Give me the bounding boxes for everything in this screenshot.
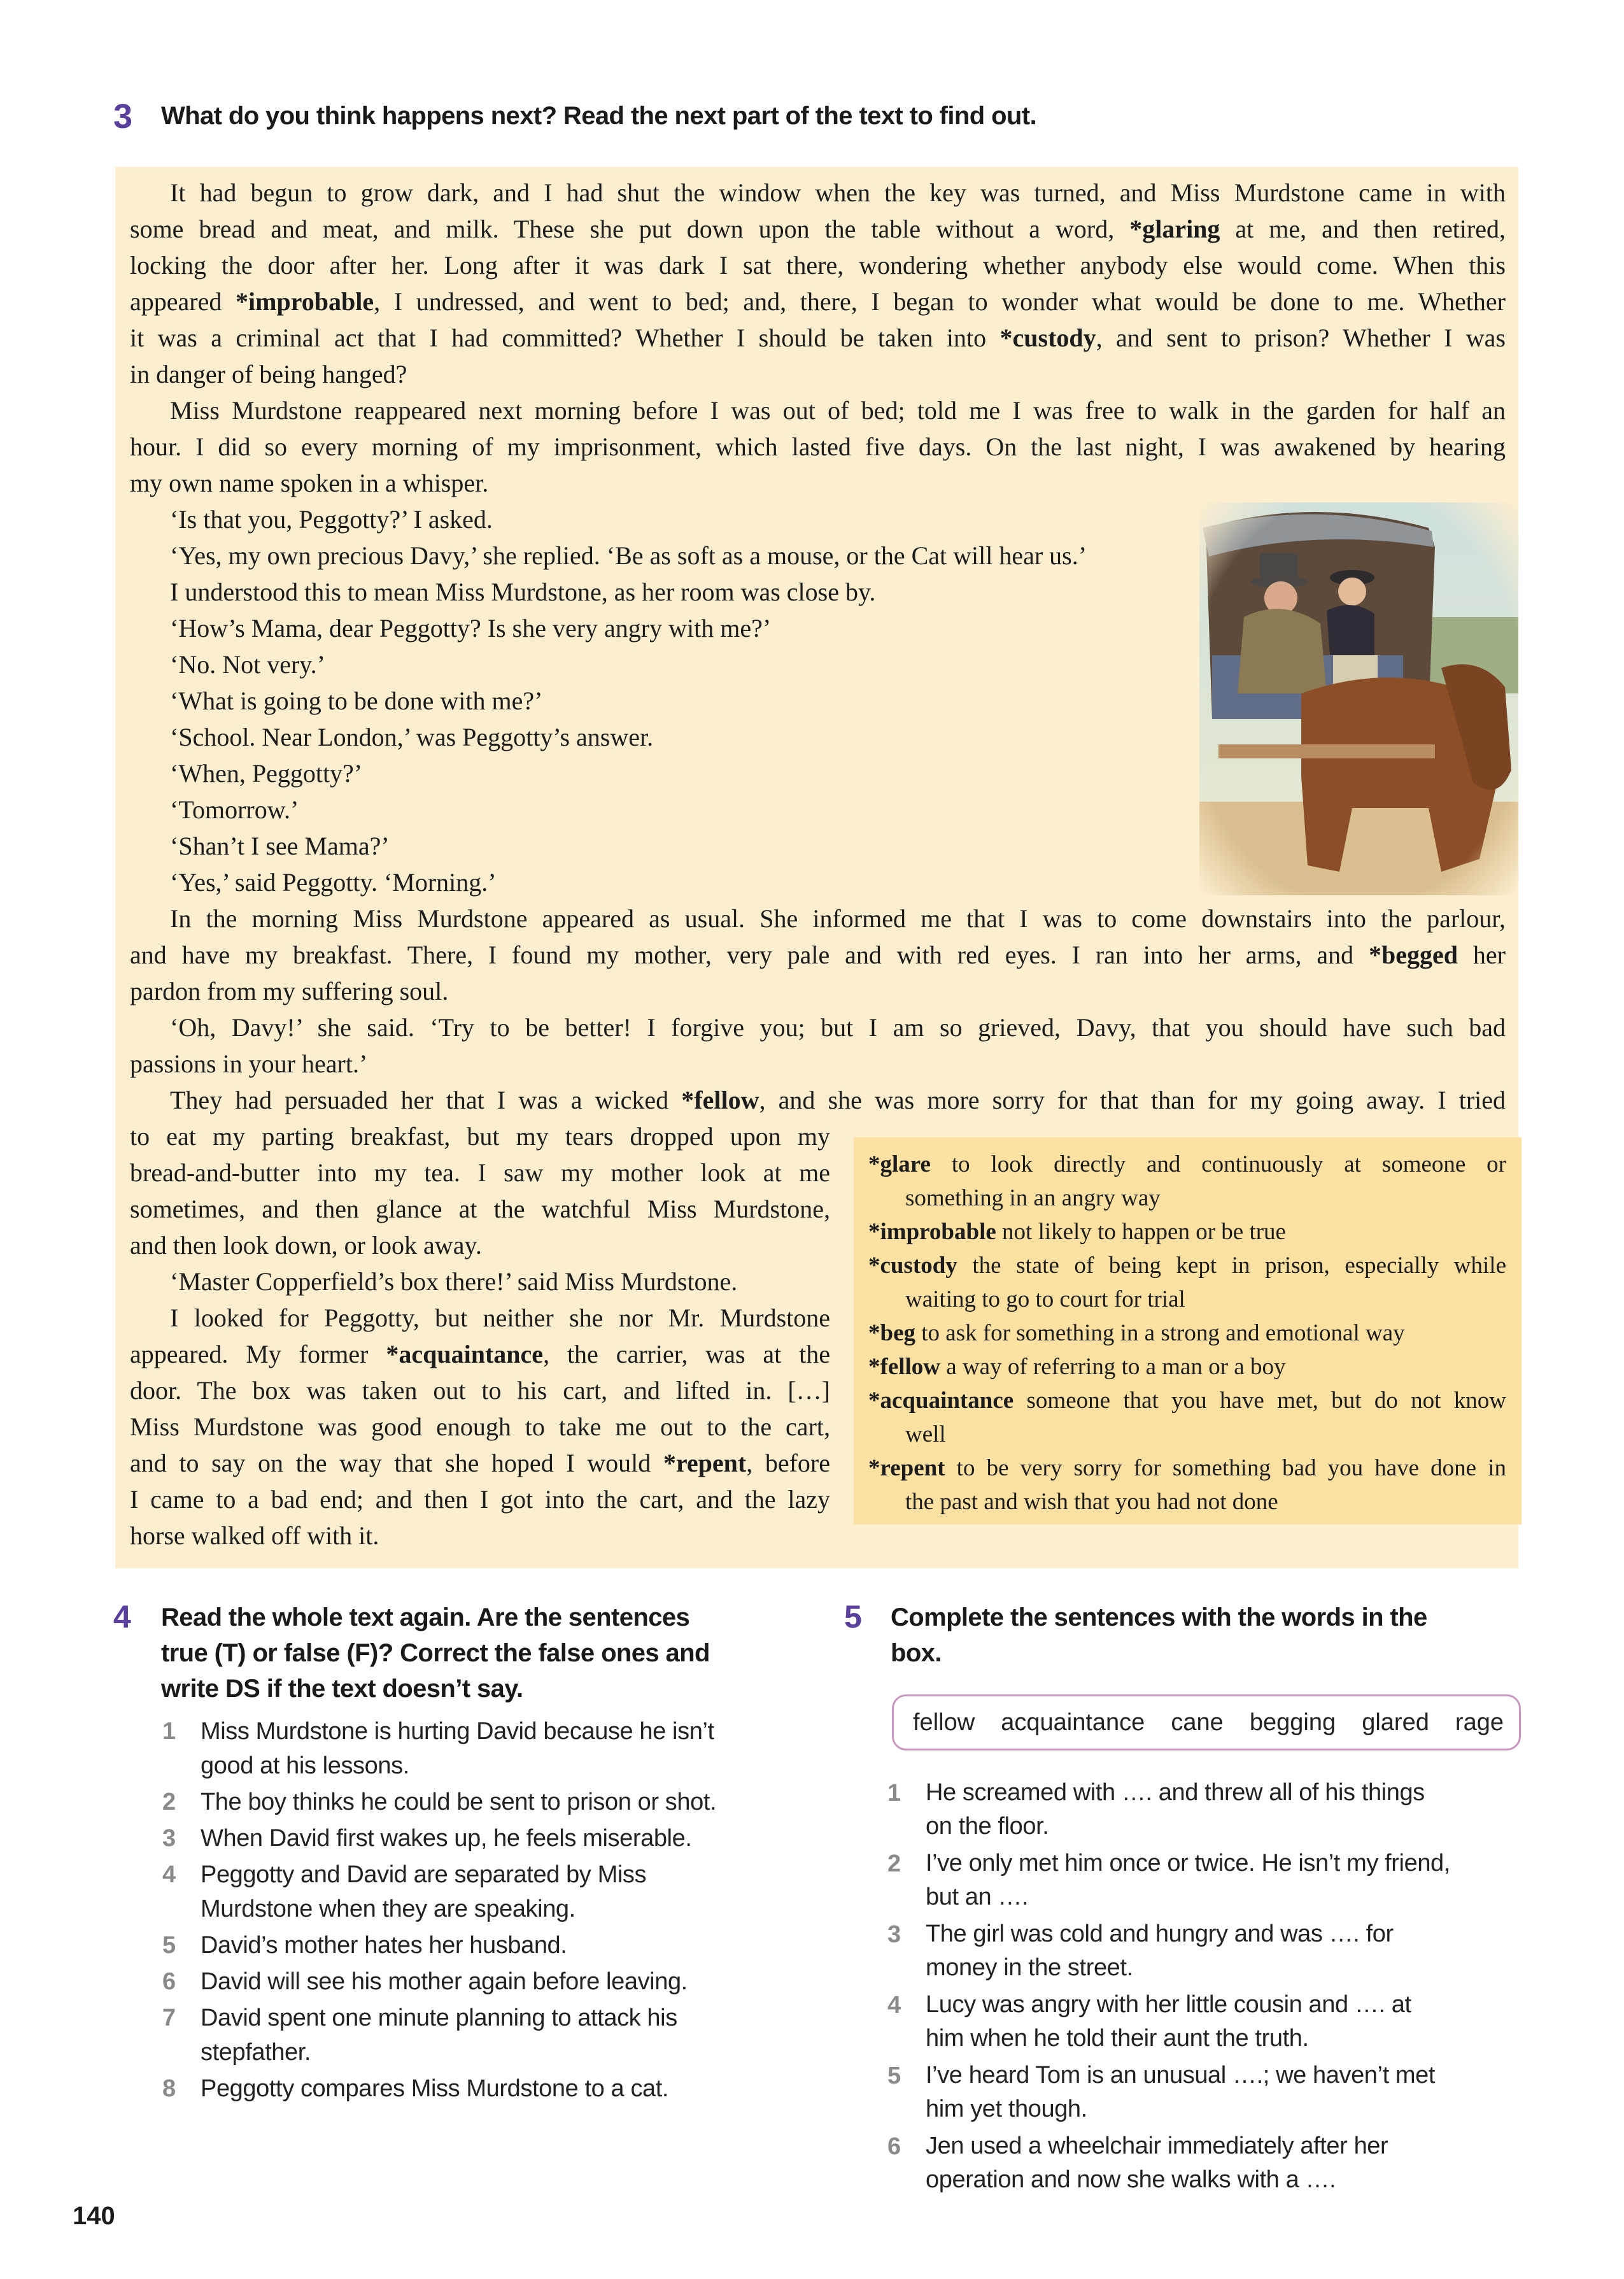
glossary-box	[854, 1137, 1522, 1524]
passage-line	[130, 937, 1506, 973]
item-text-line: but an ….	[926, 1884, 1029, 1910]
instruction-line: Complete the sentences with the words in the	[891, 1603, 1427, 1631]
text-run: door. The box was taken out to his cart, and lifted in. […]	[130, 1376, 830, 1405]
text-run: ‘Tomorrow.’	[170, 795, 299, 824]
passage-line	[130, 1009, 1506, 1046]
passage-line	[130, 1300, 830, 1336]
passage-line	[130, 1409, 830, 1445]
item-number: 2	[162, 1789, 176, 1815]
text-run: hour. I did so every morning of my imprisonment, which lasted five days. On the last night, I was awakened by hearing	[130, 432, 1506, 461]
item-text-line: David will see his mother again before leaving.	[201, 1968, 688, 1995]
passage-line	[130, 283, 1506, 320]
exercise-5-instruction	[891, 1600, 1427, 1671]
item-text-line: I’ve heard Tom is an unusual ….; we haven’t met	[926, 2062, 1436, 2089]
exercise-4-instruction	[161, 1600, 710, 1707]
item-number: 8	[162, 2075, 176, 2102]
exercise-5-number: 5	[844, 1599, 862, 1635]
glossary-entry	[868, 1215, 1506, 1249]
text-run: sometimes, and then glance at the watchful Miss Murdstone,	[130, 1195, 830, 1223]
word-begging: begging	[1249, 1708, 1336, 1736]
text-run: Miss Murdstone was good enough to take me out to the cart,	[130, 1412, 830, 1441]
instruction-line: box.	[891, 1639, 942, 1667]
text-run: ‘What is going to be done with me?’	[170, 686, 543, 715]
item-text-line: him when he told their aunt the truth.	[926, 2025, 1309, 2052]
text-run: ‘Yes, my own precious Davy,’ she replied. ‘Be as soft as a mouse, or the Cat will hear us.’	[170, 541, 1087, 570]
item-text	[201, 1714, 714, 1783]
text-run: They had persuaded her that I was a wicked	[170, 1086, 682, 1114]
text-run: my own name spoken in a whisper.	[130, 469, 489, 497]
item-number: 5	[887, 2062, 901, 2089]
item-number: 4	[887, 1992, 901, 2019]
passage-line	[130, 900, 1506, 937]
text-run: ‘When, Peggotty?’	[170, 759, 363, 788]
glossary-entry	[868, 1147, 1506, 1181]
item-text-line: him yet though.	[926, 2096, 1087, 2122]
item-number: 6	[162, 1968, 176, 1995]
glossary-entry-continuation: something in an angry way	[905, 1185, 1161, 1211]
passage-line	[130, 174, 1506, 211]
item-text	[201, 2001, 677, 2070]
glossary-definition: someone that you have met, but do not know	[1013, 1388, 1506, 1414]
exercise-item	[886, 1847, 1450, 1914]
item-number: 3	[162, 1825, 176, 1852]
item-text	[926, 2129, 1388, 2197]
text-run: ‘How’s Mama, dear Peggotty? Is she very angry with me?’	[170, 614, 772, 643]
glossary-entry-continuation: waiting to go to court for trial	[905, 1286, 1185, 1312]
exercise-3-number: 3	[113, 97, 133, 136]
text-run: it was a criminal act that I had committed? Whether I should be taken into	[130, 323, 1000, 352]
text-run: to eat my parting breakfast, but my tears dropped upon my	[130, 1122, 830, 1151]
exercise-item	[161, 1785, 716, 1819]
glossary-term: *acquaintance	[868, 1388, 1014, 1414]
glossed-word: *begged	[1369, 941, 1458, 969]
text-run: her	[1458, 941, 1506, 969]
exercise-4-number: 4	[113, 1599, 131, 1635]
passage-line	[130, 1118, 830, 1154]
text-run: and have my breakfast. There, I found my mother, very pale and with red eyes. I ran into her arms, and	[130, 941, 1369, 969]
glossary-entry	[868, 1384, 1506, 1417]
item-text-line: Lucy was angry with her little cousin and …. at	[926, 1991, 1411, 2018]
text-run: Miss Murdstone reappeared next morning before I was out of bed; told me I was free to walk in the garden for half an	[170, 396, 1506, 425]
text-run: bread-and-butter into my tea. I saw my mother look at me	[130, 1158, 830, 1187]
text-run: ‘Yes,’ said Peggotty. ‘Morning.’	[170, 868, 497, 897]
exercise-item	[886, 1917, 1450, 1985]
text-run: passions in your heart.’	[130, 1049, 368, 1078]
item-text-line: Murdstone when they are speaking.	[201, 1896, 575, 1922]
page-number: 140	[73, 2202, 115, 2230]
glossary-definition: to look directly and continuously at someone or	[930, 1151, 1506, 1177]
glossary-term: *repent	[868, 1455, 945, 1481]
passage-line	[130, 392, 1506, 429]
text-run: ‘Oh, Davy!’ she said. ‘Try to be better! I forgive you; but I am so grieved, Davy, that you should have such bad	[170, 1013, 1506, 1042]
item-text-line: on the floor.	[926, 1813, 1049, 1840]
item-text	[201, 2071, 668, 2106]
word-box	[892, 1694, 1521, 1750]
item-number: 6	[887, 2133, 901, 2160]
text-run: ‘Is that you, Peggotty?’ I asked.	[170, 505, 493, 534]
exercise-item	[161, 2071, 716, 2106]
text-run: , and she was more sorry for that than for my going away. I tried	[759, 1086, 1506, 1114]
item-text-line: Jen used a wheelchair immediately after her	[926, 2133, 1388, 2159]
item-text	[201, 1857, 646, 1926]
item-text-line: stepfather.	[201, 2039, 311, 2066]
glossary-definition: the state of being kept in prison, especially while	[957, 1253, 1506, 1279]
glossed-word: *acquaintance	[386, 1340, 544, 1368]
text-run: horse walked off with it.	[130, 1521, 379, 1550]
text-run: and then look down, or look away.	[130, 1231, 482, 1260]
passage-line	[130, 429, 1506, 465]
glossary-term: *improbable	[868, 1219, 996, 1245]
text-run: some bread and meat, and milk. These she put down upon the table without a word,	[130, 215, 1130, 243]
exercise-item	[886, 1988, 1450, 2055]
passage-line	[130, 247, 1506, 283]
passage-line	[130, 1046, 1506, 1082]
item-text-line: Peggotty and David are separated by Miss	[201, 1861, 647, 1888]
glossary-term: *custody	[868, 1253, 957, 1279]
passage-line	[130, 1336, 830, 1372]
exercise-item	[161, 1928, 716, 1963]
glossary-definition: not likely to happen or be true	[996, 1219, 1286, 1245]
glossary-entry	[868, 1451, 1506, 1485]
item-number: 3	[887, 1921, 901, 1948]
exercise-item	[161, 1857, 716, 1926]
glossary-entry-continuation: well	[905, 1421, 946, 1447]
text-run: locking the door after her. Long after it was dark I sat there, wondering whether anybody else would come. When this	[130, 251, 1506, 280]
text-run: ‘Shan’t I see Mama?’	[170, 832, 390, 860]
glossed-word: *fellow	[681, 1086, 759, 1114]
exercise-5-items	[886, 1776, 1450, 2200]
glossary-term: *glare	[868, 1151, 931, 1177]
instruction-line: true (T) or false (F)? Correct the false ones and	[161, 1639, 710, 1667]
text-run: , and sent to prison? Whether I was	[1096, 323, 1506, 352]
text-run: It had begun to grow dark, and I had shut the window when the key was turned, and Miss Murdstone came in with	[170, 178, 1506, 207]
text-run: ‘Master Copperfield’s box there!’ said Miss Murdstone.	[170, 1267, 738, 1296]
item-text	[926, 1776, 1425, 1843]
item-number: 2	[887, 1850, 901, 1877]
item-number: 1	[162, 1718, 176, 1745]
word-glared: glared	[1362, 1708, 1429, 1736]
exercise-item	[886, 1776, 1450, 1843]
glossary-term: *beg	[868, 1320, 915, 1346]
passage-line	[130, 211, 1506, 247]
item-text-line: good at his lessons.	[201, 1752, 409, 1779]
text-run: appeared. My former	[130, 1340, 386, 1368]
passage-line	[130, 1445, 830, 1481]
glossary-term: *fellow	[868, 1354, 941, 1380]
passage-line	[130, 320, 1506, 356]
text-run: pardon from my suffering soul.	[130, 977, 449, 1005]
text-run: In the morning Miss Murdstone appeared as usual. She informed me that I was to come downstairs into the parlour,	[170, 904, 1506, 933]
passage-line	[130, 465, 1506, 501]
instruction-line: Read the whole text again. Are the sentences	[161, 1603, 690, 1631]
exercise-item	[161, 1714, 716, 1783]
glossary-entry-continuation: the past and wish that you had not done	[905, 1489, 1278, 1515]
text-run: , before	[746, 1449, 830, 1477]
item-text	[926, 1847, 1450, 1914]
word-rage: rage	[1455, 1708, 1504, 1736]
text-run: ‘School. Near London,’ was Peggotty’s answer.	[170, 723, 654, 751]
glossary-definition: a way of referring to a man or a boy	[940, 1354, 1286, 1380]
item-text-line: I’ve only met him once or twice. He isn’t my friend,	[926, 1850, 1450, 1877]
glossary-definition: to ask for something in a strong and emotional way	[915, 1320, 1405, 1346]
passage-line	[130, 973, 1506, 1009]
item-number: 7	[162, 2005, 176, 2031]
item-text-line: He screamed with …. and threw all of his things	[926, 1779, 1425, 1806]
glossary-definition: to be very sorry for something bad you have done in	[945, 1455, 1506, 1481]
text-run: I looked for Peggotty, but neither she nor Mr. Murdstone	[170, 1303, 830, 1332]
item-text	[926, 1988, 1411, 2055]
text-run: at me, and then retired,	[1220, 215, 1506, 243]
item-text	[201, 1964, 688, 1999]
passage-line	[130, 1082, 1506, 1118]
word-acquaintance: acquaintance	[1001, 1708, 1145, 1736]
passage-line	[130, 1154, 830, 1191]
word-fellow: fellow	[913, 1708, 975, 1736]
text-run: , the carrier, was at the	[543, 1340, 830, 1368]
item-text	[926, 2059, 1435, 2126]
glossary-entry	[868, 1350, 1506, 1384]
passage-line	[130, 356, 1506, 392]
text-run: , I undressed, and went to bed; and, there, I began to wonder what would be done to me. Whether	[374, 287, 1506, 316]
item-text-line: Miss Murdstone is hurting David because he isn’t	[201, 1718, 714, 1745]
item-text-line: David’s mother hates her husband.	[201, 1932, 567, 1959]
glossary-entry	[868, 1249, 1506, 1282]
text-run: and to say on the way that she hoped I would	[130, 1449, 663, 1477]
item-text	[201, 1928, 567, 1963]
exercise-item	[886, 2059, 1450, 2126]
exercise-item	[161, 1964, 716, 1999]
carriage-illustration	[1199, 502, 1518, 895]
exercise-4-items	[161, 1714, 716, 2108]
text-run: I came to a bad end; and then I got into the cart, and the lazy	[130, 1485, 830, 1514]
item-text-line: Peggotty compares Miss Murdstone to a cat.	[201, 2075, 669, 2102]
passage-line	[130, 1517, 830, 1554]
item-number: 1	[887, 1780, 901, 1807]
item-text-line: David spent one minute planning to attack his	[201, 2005, 677, 2031]
glossary-list	[868, 1147, 1506, 1519]
passage-line	[130, 1191, 830, 1227]
item-text	[201, 1785, 716, 1819]
text-run: I understood this to mean Miss Murdstone, as her room was close by.	[170, 578, 876, 606]
text-run: appeared	[130, 287, 236, 316]
exercise-item	[161, 1821, 716, 1856]
item-text-line: money in the street.	[926, 1954, 1133, 1981]
item-text-line: The boy thinks he could be sent to prison or shot.	[201, 1789, 717, 1815]
item-text-line: When David first wakes up, he feels miserable.	[201, 1825, 692, 1852]
glossed-word: *improbable	[236, 287, 374, 316]
item-number: 4	[162, 1861, 176, 1888]
passage-line	[130, 1481, 830, 1517]
item-text	[201, 1821, 692, 1856]
glossed-word: *glaring	[1129, 215, 1220, 243]
glossary-entry	[868, 1316, 1506, 1350]
passage-line	[130, 1372, 830, 1409]
text-run: ‘No. Not very.’	[170, 650, 326, 679]
glossed-word: *repent	[663, 1449, 747, 1477]
item-text-line: The girl was cold and hungry and was …. for	[926, 1920, 1394, 1947]
exercise-item	[161, 2001, 716, 2070]
exercise-3-instruction: What do you think happens next? Read the next part of the text to find out.	[161, 102, 1037, 130]
item-text-line: operation and now she walks with a ….	[926, 2166, 1336, 2193]
passage-line	[130, 1227, 830, 1263]
instruction-line: write DS if the text doesn’t say.	[161, 1675, 523, 1703]
passage-line	[130, 1263, 830, 1300]
text-run: in danger of being hanged?	[130, 360, 407, 388]
glossed-word: *custody	[999, 323, 1096, 352]
item-number: 5	[162, 1932, 176, 1959]
exercise-item	[886, 2129, 1450, 2197]
word-cane: cane	[1171, 1708, 1224, 1736]
item-text	[926, 1917, 1394, 1985]
